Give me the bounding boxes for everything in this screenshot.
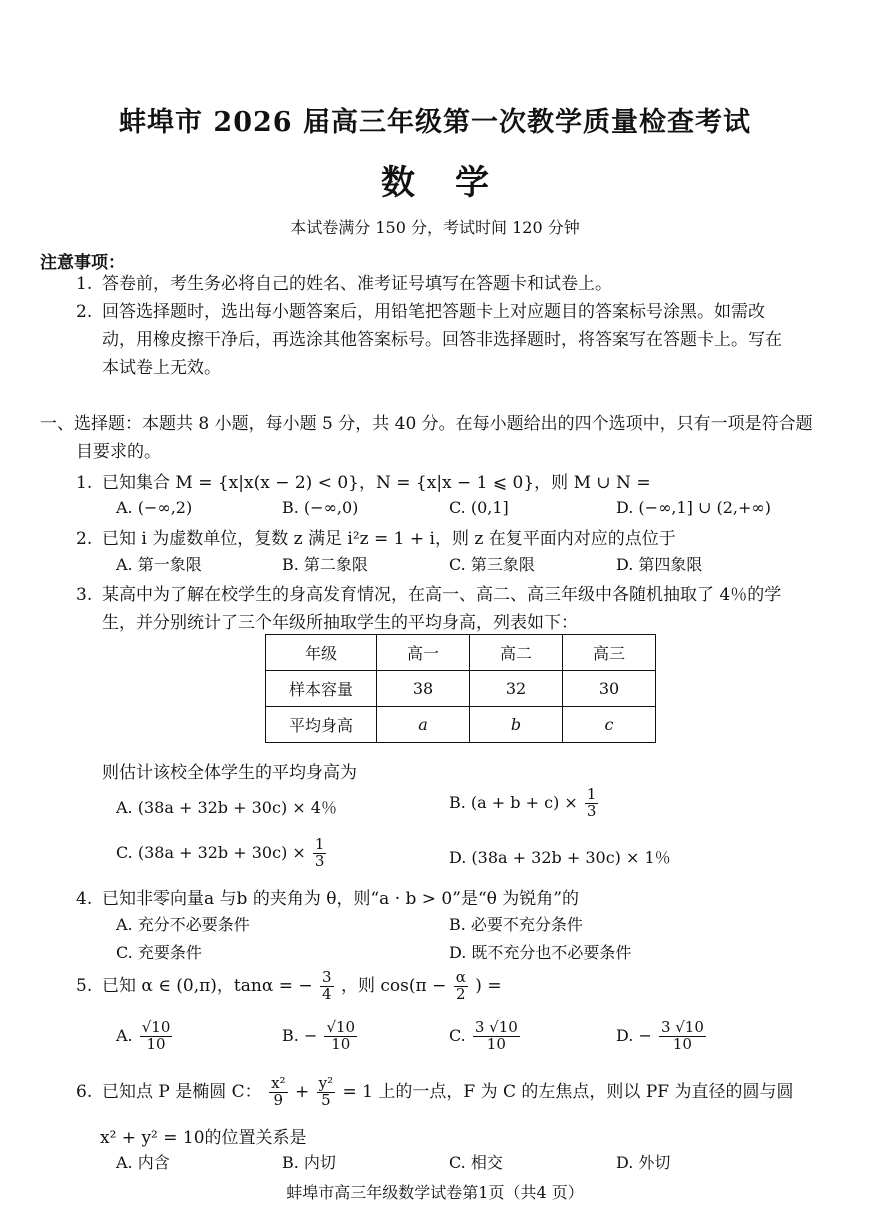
table-cell: c <box>563 707 656 743</box>
q6-option-a: A. 内含 <box>116 1153 170 1172</box>
fraction: $\frac{\text{x²}}{9}$ <box>271 1074 286 1109</box>
fraction: $\frac{√10}{10}$ <box>141 1018 171 1053</box>
table-cell: 样本容量 <box>266 671 377 707</box>
q5-option-d: D. − $\frac{3 √10}{10}$ <box>616 1018 704 1053</box>
table-cell: a <box>377 707 470 743</box>
q3-option-c: C. (38a + 32b + 30c) × $\frac{1}{3}$ <box>116 835 325 870</box>
q2-option-d: D. 第四象限 <box>616 555 703 574</box>
q6-option-c: C. 相交 <box>449 1153 503 1172</box>
question-5-stem: 5. 已知 α ∈ (0,π)，tanα = − $\frac{3}{4}$ ，则 cos(π − $\frac{\alpha}{2}$ ) = <box>76 968 502 1003</box>
table-cell: 高一 <box>377 635 470 671</box>
question-4-stem: 4. 已知非零向量a 与b 的夹角为 θ，则“a · b > 0”是“θ 为锐角”的 <box>76 889 579 909</box>
fraction: $\frac{1}{3}$ <box>586 785 597 820</box>
q3-option-d: D. (38a + 32b + 30c) × 1％ <box>449 848 671 867</box>
q1-option-a: A. (−∞,2) <box>116 498 193 517</box>
fraction: $\frac{3}{4}$ <box>322 968 332 1003</box>
fraction: $\frac{√10}{10}$ <box>326 1018 356 1053</box>
q2-option-a: A. 第一象限 <box>116 555 202 574</box>
q5-option-b: B. − $\frac{√10}{10}$ <box>282 1018 356 1053</box>
subject-title: 数学 <box>381 163 529 203</box>
q4-option-d: D. 既不充分也不必要条件 <box>449 943 632 962</box>
exam-info: 本试卷满分 150 分，考试时间 120 分钟 <box>290 218 580 237</box>
notice-item-2-line3: 本试卷上无效。 <box>102 358 221 378</box>
page-footer: 蚌埠市高三年级数学试卷第1页（共4 页） <box>286 1183 584 1202</box>
notice-item-1: 1. 答卷前，考生务必将自己的姓名、准考证号填写在答题卡和试卷上。 <box>76 274 612 294</box>
q5-option-a: A. $\frac{√10}{10}$ <box>116 1018 171 1053</box>
table-row <box>266 707 656 743</box>
table-row <box>266 671 656 707</box>
q6-option-d: D. 外切 <box>616 1153 671 1172</box>
fraction: $\frac{3 √10}{10}$ <box>660 1018 704 1053</box>
q3-option-b: B. (a + b + c) × $\frac{1}{3}$ <box>449 785 597 820</box>
q1-option-b: B. (−∞,0) <box>282 498 359 517</box>
question-3-stem: 3. 某高中为了解在校学生的身高发育情况，在高一、高二、高三年级中各随机抽取了 4％的学 <box>76 585 782 605</box>
height-table <box>265 634 656 743</box>
table-cell: 平均身高 <box>266 707 377 743</box>
q4-option-b: B. 必要不充分条件 <box>449 915 583 934</box>
q1-option-c: C. (0,1] <box>449 498 509 517</box>
table-cell: 32 <box>470 671 563 707</box>
question-2-stem: 2. 已知 i 为虚数单位，复数 z 满足 i²z = 1 + i，则 z 在复平面内对应的点位于 <box>76 529 676 549</box>
notice-heading: 注意事项： <box>40 253 125 273</box>
q2-option-b: B. 第二象限 <box>282 555 368 574</box>
q1-option-d: D. (−∞,1] ∪ (2,+∞) <box>616 498 771 517</box>
q3-option-a: A. (38a + 32b + 30c) × 4％ <box>116 798 337 817</box>
question-6-stem-cont: x² + y² = 10的位置关系是 <box>100 1128 307 1148</box>
exam-title: 蚌埠市 2026 届高三年级第一次教学质量检查考试 <box>119 107 751 138</box>
fraction: $\frac{\alpha}{2}$ <box>455 968 466 1003</box>
q4-option-a: A. 充分不必要条件 <box>116 915 250 934</box>
table-cell: 高三 <box>563 635 656 671</box>
q4-option-c: C. 充要条件 <box>116 943 202 962</box>
q2-option-c: C. 第三象限 <box>449 555 535 574</box>
q5-option-c: C. $\frac{3 √10}{10}$ <box>449 1018 518 1053</box>
question-6-stem: 6. 已知点 P 是椭圆 C： $\frac{\text{x²}}{9}$ + $\frac{\text{y²}}{5}$ = 1 上的一点，F 为 C 的左焦点，则以 PF 为直径的圆与圆 <box>76 1074 794 1109</box>
table-cell: 38 <box>377 671 470 707</box>
table-row <box>266 635 656 671</box>
table-cell: 年级 <box>266 635 377 671</box>
question-1-stem: 1. 已知集合 M = {x|x(x − 2) < 0}，N = {x|x − 1 ⩽ 0}，则 M ∪ N = <box>76 473 651 493</box>
question-3-stem-cont: 生，并分别统计了三个年级所抽取学生的平均身高，列表如下： <box>102 613 578 633</box>
table-cell: b <box>470 707 563 743</box>
notice-item-2: 2. 回答选择题时，选出每小题答案后，用铅笔把答题卡上对应题目的答案标号涂黑。如需改 <box>76 302 765 322</box>
table-cell: 30 <box>563 671 656 707</box>
question-3-after: 则估计该校全体学生的平均身高为 <box>102 763 357 783</box>
fraction: $\frac{3 √10}{10}$ <box>474 1018 518 1053</box>
table-cell: 高二 <box>470 635 563 671</box>
section1-heading-cont: 目要求的。 <box>76 442 161 462</box>
fraction: $\frac{1}{3}$ <box>314 835 325 870</box>
section1-heading: 一、选择题：本题共 8 小题，每小题 5 分，共 40 分。在每小题给出的四个选项中，只有一项是符合题 <box>40 414 813 434</box>
fraction: $\frac{\text{y²}}{5}$ <box>318 1074 334 1109</box>
notice-item-2-line2: 动，用橡皮擦干净后，再选涂其他答案标号。回答非选择题时，将答案写在答题卡上。写在 <box>102 330 782 350</box>
q6-option-b: B. 内切 <box>282 1153 336 1172</box>
